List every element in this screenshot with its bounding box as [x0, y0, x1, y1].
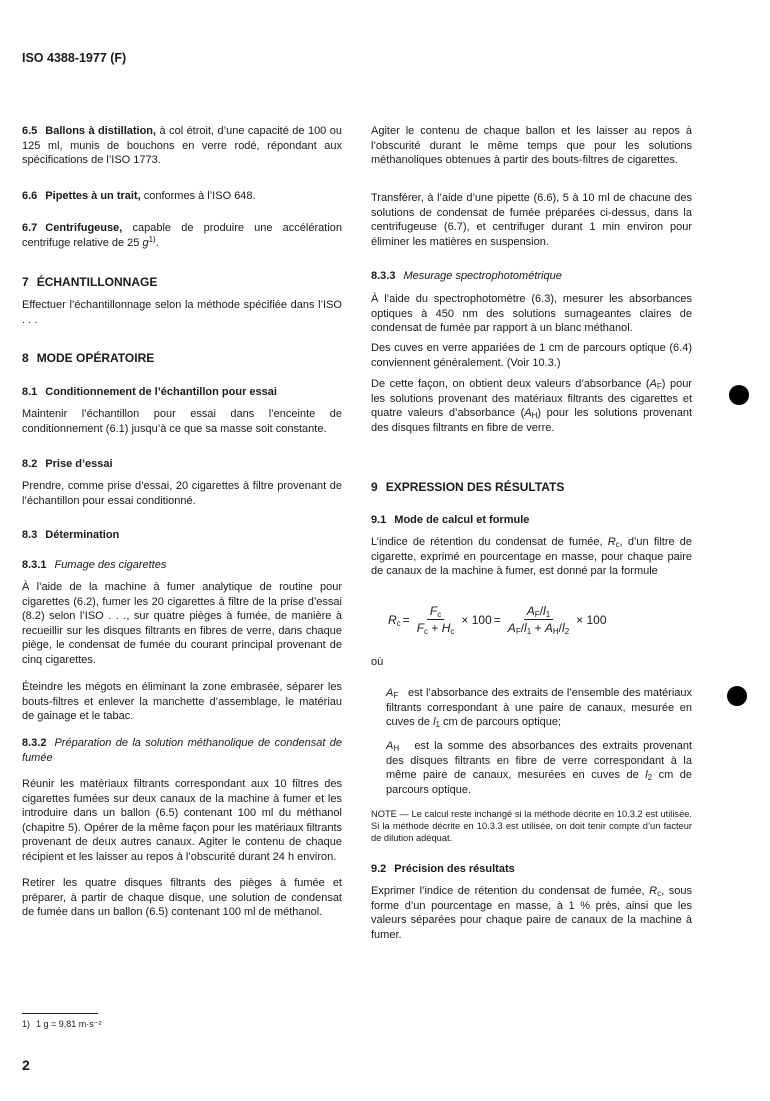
clause-8-3-3-para-2: Des cuves en verre appariées de 1 cm de parcours optique (6.4) conviennent généralement. (Voir 10.3.): [371, 342, 692, 369]
footnote-rule: [22, 1013, 98, 1014]
clause-8-3-2-heading: 8.3.2 Préparation de la solution méthanolique de condensat de fumée: [22, 737, 342, 764]
retention-formula: $R_c$ = $\frac{F_c}{F_c + H_c}$ × 100 = $\frac{A_F/l_1}{A_F/l_1 + A_H/l_2}$ × 100: [388, 604, 607, 636]
clause-8-1-text: Maintenir l’échantillon pour essai dans l’enceinte de conditionnement (6.1) jusqu’à ce que sa masse soit constante.: [22, 408, 342, 435]
section-9-heading: 9 EXPRESSION DES RÉSULTATS: [371, 480, 565, 494]
clause-8-3-heading: 8.3 Détermination: [22, 529, 120, 541]
clause-8-2-heading: 8.2 Prise d’essai: [22, 458, 113, 470]
clause-8-3-2-para-2: Retirer les quatre disques filtrants des pièges à fumée et préparer, à partir de chaque disque, une solution de condensat de fumée dans un ballon (6.5) contenant 100 ml de méthanol.: [22, 877, 342, 919]
where-label: où: [371, 656, 384, 668]
section-8-heading: 8 MODE OPÉRATOIRE: [22, 351, 155, 365]
clause-8-1-heading: 8.1 Conditionnement de l’échantillon pour essai: [22, 386, 277, 398]
clause-9-1-text: L’indice de rétention du condensat de fumée, $R_c$, d’un filtre de cigarette, exprimé en pourcentage en masse, pour chaque paire de canaux de la machine à fumer, est donné par la formule: [371, 536, 692, 578]
clause-6-6: 6.6 Pipettes à un trait, conformes à l’ISO 648.: [22, 190, 256, 202]
note: NOTE — Le calcul reste inchangé si la méthode décrite en 10.3.2 est utilisée. Si la méthode décrite en 10.3.3 est utilisée, on doit tenir compte d’un facteur de dilution adéquat.: [371, 809, 692, 844]
clause-8-2-text: Prendre, comme prise d’essai, 20 cigarettes à filtre provenant de l’échantillon pour essai conditionné.: [22, 480, 342, 507]
document-header: ISO 4388-1977 (F): [22, 51, 127, 65]
section-7-heading: 7 ÉCHANTILLONNAGE: [22, 275, 158, 289]
definition-af: $A_F$ est l’absorbance des extraits de l’ensemble des matériaux filtrants correspondant à une paire de canaux, mesurée en cuves de $l_1$ cm de parcours optique;: [386, 687, 693, 730]
clause-9-2-heading: 9.2 Précision des résultats: [371, 863, 515, 875]
clause-9-2-text: Exprimer l’indice de rétention du condensat de fumée, $R_c$, sous forme d’un pourcentage en masse, à 1 % près, ainsi que les valeurs séparées pour chaque paire de canaux de la machine à fumer.: [371, 885, 692, 941]
clause-8-3-3-para-1: À l’aide du spectrophotomètre (6.3), mesurer les absorbances optiques à 450 nm des solutions surnageantes claires de condensat de fumée par rapport à un blanc méthanol.: [371, 293, 692, 335]
clause-6-5: 6.5 Ballons à distillation, à col étroit, d’une capacité de 100 ou 125 ml, munis de bouchons en verre rodé, répondant aux spécifications de l’ISO 1773.: [22, 125, 342, 167]
definition-ah: $A_H$ est la somme des absorbances des extraits provenant des disques filtrants en fibre de verre correspondant à la même paire de canaux, mesurées en cuves de $l_2$ cm de parcours optique.: [386, 740, 693, 796]
clause-8-3-1-heading: 8.3.1 Fumage des cigarettes: [22, 559, 167, 571]
clause-9-1-heading: 9.1 Mode de calcul et formule: [371, 514, 530, 526]
clause-8-3-2-para-1: Réunir les matériaux filtrants correspondant aux 10 filtres des cigarettes fumées sur deux canaux de la machine à fumer et les introduire dans un ballon (6.5) contenant 100 ml du méthanol (chapitre 5). Opérer de la même façon pour les matériaux filtrants provenant de deux autres canaux. Agiter le contenu de chaque récipient et les laisser au repos à l’obscurité durant 24 h environ.: [22, 778, 342, 863]
footnote: 1) 1 g = 9,81 m·s⁻²: [22, 1019, 102, 1029]
clause-8-3-1-para-2: Éteindre les mégots en éliminant la zone embrasée, séparer les bouts-filtres et enlever la manchette d’assemblage, le matériau de gainage et le tabac.: [22, 681, 342, 723]
binder-hole-mark: [729, 385, 749, 405]
para-transferer: Transférer, à l’aide d’une pipette (6.6), 5 à 10 ml de chacune des solutions de condensat de fumée préparées ci-dessus, dans la centrifugeuse (6.7), et centrifuger durant 1 min environ pour éliminer les matières en suspension.: [371, 192, 692, 248]
section-7-text: Effectuer l’échantillonnage selon la méthode spécifiée dans l’ISO . . .: [22, 299, 342, 326]
para-agiter: Agiter le contenu de chaque ballon et les laisser au repos à l’obscurité durant le même temps que pour les solutions méthanoliques obtenues à partir des bouts-filtres de cigarettes.: [371, 125, 692, 167]
clause-8-3-1-para-1: À l’aide de la machine à fumer analytique de routine pour cigarettes (6.2), fumer les 20 cigarettes à filtre de la prise d’essai (8.2) selon l’ISO . . ., sur quatre pièges à fumée, de manière à recueillir sur les disques filtrants en fibres de verre, dans chaque piège, le condensat de fumée du courant principal provenant de cinq cigarettes.: [22, 581, 342, 666]
clause-6-7: 6.7 Centrifugeuse, capable de produire une accélération centrifuge relative de 25 $g^{1)}$.: [22, 222, 342, 249]
binder-hole-mark: [727, 686, 747, 706]
page-number: 2: [22, 1057, 30, 1073]
fraction-1: $\frac{F_c}{F_c + H_c}$: [416, 604, 455, 636]
clause-8-3-3-para-3: De cette façon, on obtient deux valeurs d’absorbance $(A_F)$ pour les solutions provenant des matériaux filtrants des cigarettes et quatre valeurs d’absorbance $(A_H)$ pour les solutions provenant des disques filtrants en fibre de verre.: [371, 378, 692, 434]
clause-8-3-3-heading: 8.3.3 Mesurage spectrophotométrique: [371, 270, 562, 282]
fraction-2: $\frac{A_F/l_1}{A_F/l_1 + A_H/l_2}$: [507, 604, 570, 636]
